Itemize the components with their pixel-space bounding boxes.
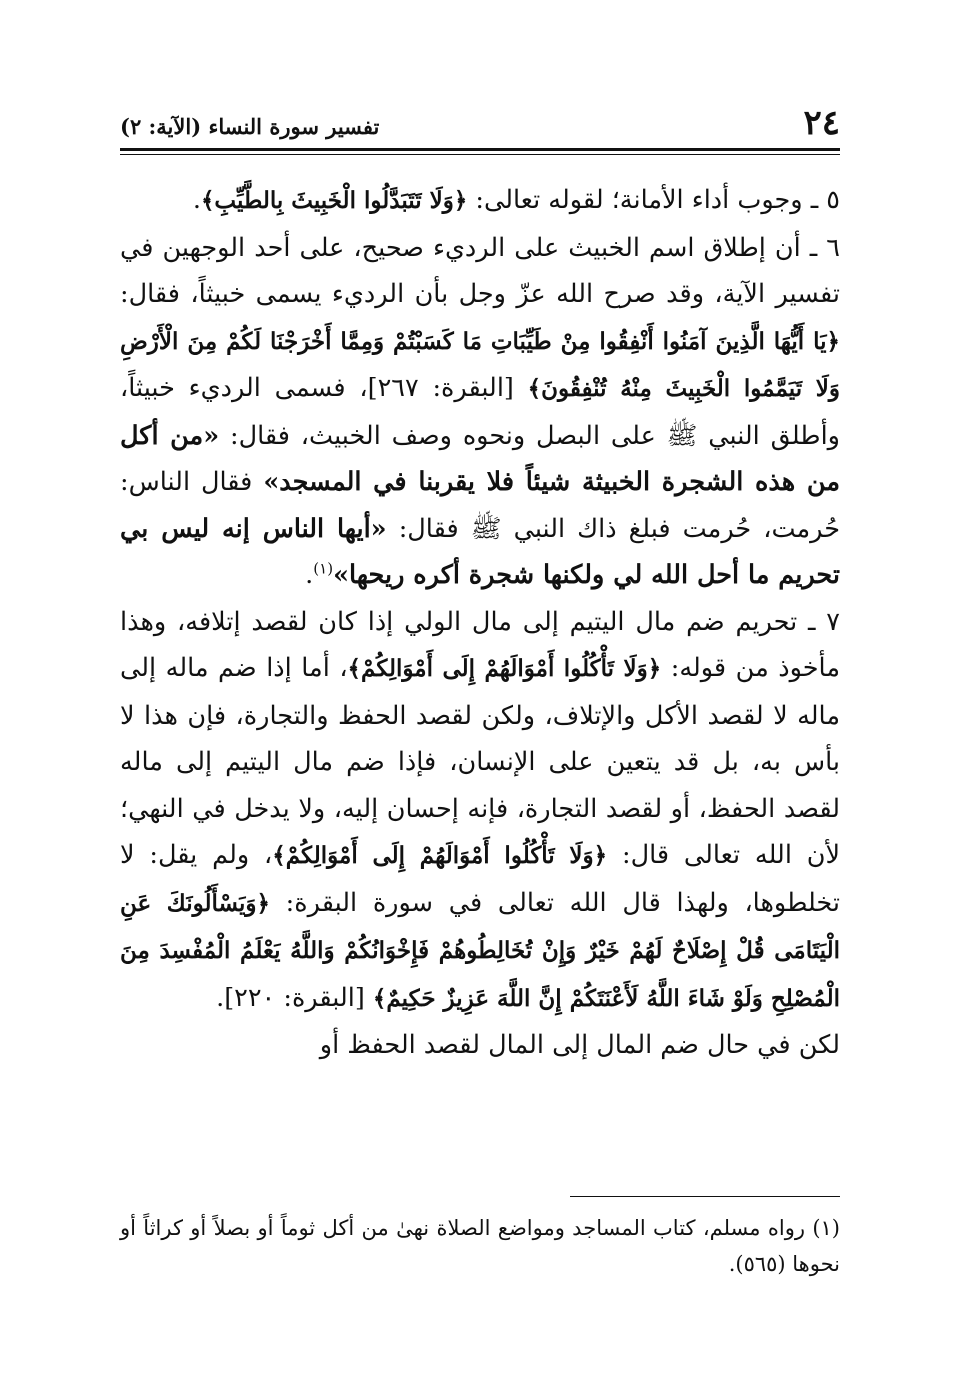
header-rule-thin (120, 154, 840, 155)
paragraph-6 (120, 225, 840, 599)
book-page (120, 100, 840, 1340)
paragraph-text: ٧ ـ تحريم ضم مال اليتيم إلى مال الولي إذا كان لقصد إتلافه، وهذا مأخوذ من قوله: (120, 606, 840, 683)
paragraph-text: ٦ ـ أن إطلاق اسم الخبيث على الرديء صحيح، على أحد الوجهين في تفسير الآية، وقد صرح الله عزّ وجل بأن الرديء يسمى خبيثاً، فقال: (120, 232, 840, 309)
running-title: تفسير سورة النساء (الآية: ٢) (120, 114, 380, 139)
page-header (120, 100, 840, 142)
paragraph-text: [البقرة: ٢٦٧]، فسمى الرديء خبيثاً، وأطلق النبي ﷺ على البصل ونحوه وصف الخبيث، فقال: (120, 373, 840, 451)
header-rule-thick (120, 148, 840, 151)
paragraph-5 (120, 177, 840, 225)
page-number: ٢٤ (803, 103, 840, 143)
page-body (120, 177, 840, 1069)
paragraph-text: [البقرة: ٢٢٠]. (216, 982, 373, 1013)
quran-verse: ﴿وَلَا تَتَبَدَّلُوا الْخَبِيثَ بِالطَّيِّبِ﴾ (200, 187, 468, 214)
footnote-reference[interactable]: (١) (313, 559, 334, 578)
paragraph-text: . (192, 185, 201, 215)
paragraph-8 (120, 1022, 840, 1069)
paragraph-7 (120, 599, 840, 1023)
paragraph-text: لكن في حال ضم المال إلى المال لقصد الحفظ أو (319, 1030, 840, 1060)
footnote (120, 1210, 840, 1282)
hadith-quote: «من أكل من هذه الشجرة الخبيثة شيئاً فلا يقربنا في المسجد» (120, 420, 840, 497)
quran-verse: ﴿يَا أَيُّهَا الَّذِينَ آمَنُوا أَنْفِقُوا مِنْ طَيِّبَاتِ مَا كَسَبْتُمْ وَمِمَّا أَخْرَجْنَا لَكُمْ مِنَ الْأَرْضِ وَلَا تَيَمَّمُوا الْخَبِيثَ مِنْهُ تُنْفِقُونَ﴾ (120, 327, 841, 402)
footnote-separator (570, 1196, 840, 1197)
quran-verse: ﴿وَيَسْأَلُونَكَ عَنِ الْيَتَامَى قُلْ إِصْلَاحٌ لَهُمْ خَيْرٌ وَإِنْ تُخَالِطُوهُمْ فَإِخْوَانُكُمْ وَاللَّهُ يَعْلَمُ الْمُفْسِدَ مِنَ الْمُصْلِحِ وَلَوْ شَاءَ اللَّهُ لَأَعْنَتَكُمْ إِنَّ اللَّهَ عَزِيزٌ حَكِيمٌ﴾ (120, 889, 840, 1012)
paragraph-text: ، أما إذا ضم ماله إلى ماله لا لقصد الأكل والإتلاف، ولكن لقصد الحفظ والتجارة، فإن هذا لا بأس به، بل قد يتعين على الإنسان، فإذا ضم مال اليتيم إلى ماله لقصد الحفظ، أو لقصد التجارة، فإنه إحسان إليه، ولا يدخل في النهي؛ لأن الله تعالى قال: (120, 653, 841, 870)
quran-verse: ﴿وَلَا تَأْكُلُوا أَمْوَالَهُمْ إِلَى أَمْوَالِكُمْ﴾ (347, 655, 662, 682)
footnote-text: (١) رواه مسلم، كتاب المساجد ومواضع الصلاة نهىٰ من أكل ثوماً أو بصلاً أو كراثاً أو نحوها (٥٦٥). (120, 1216, 840, 1276)
paragraph-text: ٥ ـ وجوب أداء الأمانة؛ لقوله تعالى: (467, 185, 840, 215)
paragraph-text: فقال الناس: حُرمت، حُرمت فبلغ ذاك النبي ﷺ فقال: (120, 467, 841, 544)
paragraph-text: ، ولم يقل: لا تخلطوها، ولهذا قال الله تعالى في سورة البقرة: (120, 840, 840, 918)
hadith-quote: «أيها الناس إنه ليس بي تحريم ما أحل الله لي ولكنها شجرة أكره ريحها» (120, 513, 840, 590)
quran-verse: ﴿وَلَا تَأْكُلُوا أَمْوَالَهُمْ إِلَى أَمْوَالِكُمْ﴾ (272, 842, 608, 869)
paragraph-text: . (305, 560, 314, 590)
